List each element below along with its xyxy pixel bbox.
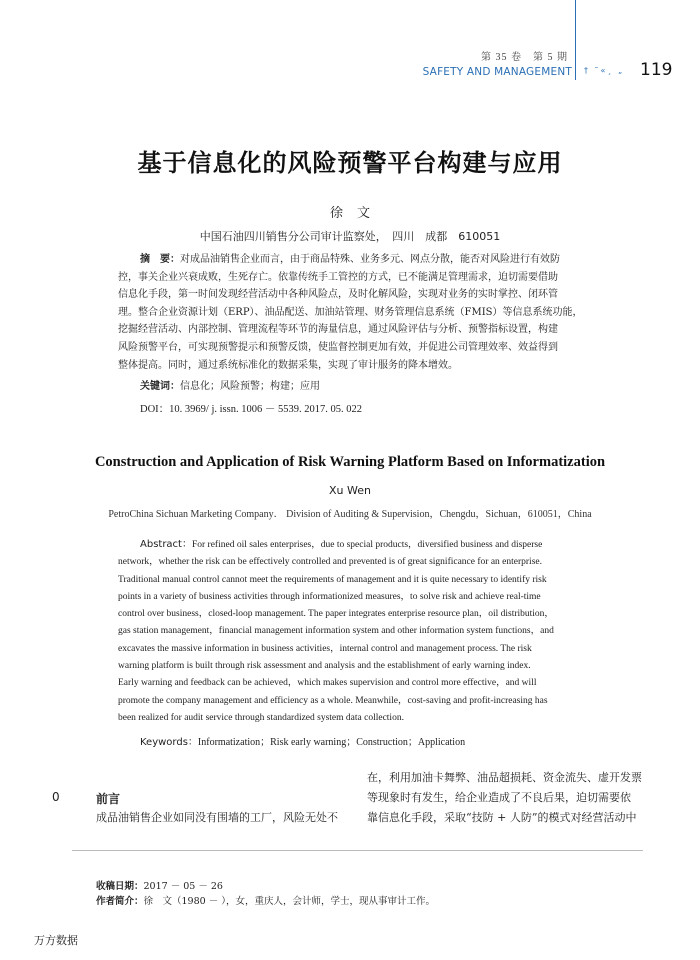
abstract-en-line: warning platform is built through risk assessment and analysis and the establishment of early warning index. bbox=[118, 661, 531, 672]
abstract-en-line: Traditional manual control cannot meet the requirements of management and it is quite necessary to identify risk bbox=[118, 574, 547, 585]
abstract-cn-line: 风险预警平台，可实现预警提示和预警反馈，使监督控制更加有效，并促进公司管理效率、效益得到 bbox=[118, 341, 558, 353]
keywords-cn-label: 关键词： bbox=[140, 381, 180, 392]
body-line: 在，利用加油卡舞弊、油品超损耗、资金流失、虚开发票 bbox=[367, 771, 642, 784]
header-divider bbox=[575, 0, 576, 80]
abstract-en-line: been realized for audit service through standardized system data collection. bbox=[118, 712, 404, 723]
abstract-en bbox=[118, 536, 602, 727]
paper-title-en: Construction and Application of Risk Warning Platform Based on Informatization bbox=[94, 454, 606, 470]
abstract-cn-line: 整体提高。同时，通过系统标准化的数据采集，实现了审计服务的降本增效。 bbox=[118, 359, 458, 371]
doi[interactable]: DOI：10. 3969/ j. issn. 1006 － 5539. 2017. 05. 022 bbox=[140, 404, 362, 415]
abstract-en-line: network，whether the risk can be effectively controlled and prevented is of great significance for an enterprise. bbox=[118, 557, 542, 568]
affiliation-en: PetroChina Sichuan Marketing Company． Division of Auditing & Supervision，Chengdu，Sichuan，610051，China bbox=[108, 509, 592, 520]
abstract-en-line: control over business，closed-loop management. The paper integrates enterprise resource plan，oil distribution， bbox=[118, 609, 554, 620]
keywords-cn bbox=[140, 377, 320, 392]
affiliation-cn: 中国石油四川销售分公司审计监察处， 四川 成都 610051 bbox=[199, 230, 501, 243]
body-line: 成品油销售企业如同没有围墙的工厂，风险无处不 bbox=[96, 811, 338, 824]
abstract-en-line: Early warning and feedback can be achieved，which makes supervision and control more effective，and will bbox=[118, 678, 537, 689]
body-column-right bbox=[367, 768, 643, 828]
abstract-en-line-0: Abstract：For refined oil sales enterprises，due to special products，diversified business and disperse bbox=[140, 539, 543, 550]
wanfang-watermark: 万方数据 bbox=[34, 934, 78, 947]
abstract-cn-line: 理。整合企业资源计划（ERP）、油品配送、加油站管理、财务管理信息系统（FMIS）等信息系统功能， bbox=[118, 306, 583, 318]
footnote-divider bbox=[72, 850, 643, 851]
abstract-cn-line: 控，事关企业兴衰成败，生死存亡。依靠传统手工管控的方式，已不能满足管理需求，迫切需要借助 bbox=[118, 271, 558, 283]
keywords-en-text: Informatization；Risk early warning；Construction；Application bbox=[197, 737, 466, 748]
abstract-en-line: gas station management，financial management information system and other information system functions，and bbox=[118, 626, 554, 637]
received-label: 收稿日期： bbox=[96, 881, 144, 892]
abstract-en-line: promote the company management and efficiency as a whole. Meanwhile，cost-saving and profit-increasing has bbox=[118, 695, 548, 706]
page-number: 119 bbox=[640, 60, 673, 80]
section-title: 前言 bbox=[96, 792, 121, 806]
footnote-received bbox=[96, 878, 223, 892]
body-line: 等现象时有发生，给企业造成了不良后果，迫切需要依 bbox=[367, 791, 631, 804]
header-ornament: † ˜«¸ „ bbox=[584, 66, 625, 75]
author-cn: 徐文 bbox=[329, 206, 384, 221]
keywords-cn-text: 信息化；风险预警；构建；应用 bbox=[180, 381, 320, 392]
footnote-author bbox=[96, 893, 435, 907]
author-en: Xu Wen bbox=[329, 484, 371, 497]
keywords-en bbox=[140, 733, 465, 748]
abstract-cn-line: 挖掘经营活动、内部控制、管理流程等环节的海量信息，通过风险评估与分析、预警指标设置，构建 bbox=[118, 324, 558, 336]
abstract-en-line: excavates the massive information in business activities，internal control and management process. The risk bbox=[118, 643, 532, 654]
paper-title-cn: 基于信息化的风险预警平台构建与应用 bbox=[137, 148, 563, 177]
keywords-en-label: Keywords： bbox=[140, 737, 198, 748]
body-column-left bbox=[96, 808, 356, 828]
abstract-en-line: points in a variety of business activities through informationized measures，to solve risk and achieve real-time bbox=[118, 591, 541, 602]
abstract-cn-line: 信息化手段，第一时间发现经营活动中各种风险点，及时化解风险，实现对业务的实时掌控、闭环管 bbox=[118, 289, 558, 301]
abstract-en-label: Abstract： bbox=[140, 539, 192, 550]
abstract-cn bbox=[118, 251, 602, 374]
journal-issue: 第 35 卷 第 5 期 bbox=[481, 52, 568, 63]
journal-name: SAFETY AND MANAGEMENT bbox=[422, 66, 572, 78]
body-line: 靠信息化手段，采取“技防 + 人防”的模式对经营活动中 bbox=[367, 811, 637, 824]
author-bio: 徐 文（1980 － ），女，重庆人，会计师，学士，现从事审计工作。 bbox=[143, 896, 435, 907]
abstract-cn-line-0: 摘 要：对成品油销售企业而言，由于商品特殊、业务多元、网点分散，能否对风险进行有效防 bbox=[140, 254, 560, 265]
section-number: 0 bbox=[52, 790, 60, 804]
received-date: 2017 － 05 － 26 bbox=[143, 881, 223, 892]
author-bio-label: 作者简介： bbox=[96, 896, 144, 907]
abstract-cn-label: 摘 要： bbox=[140, 254, 180, 265]
